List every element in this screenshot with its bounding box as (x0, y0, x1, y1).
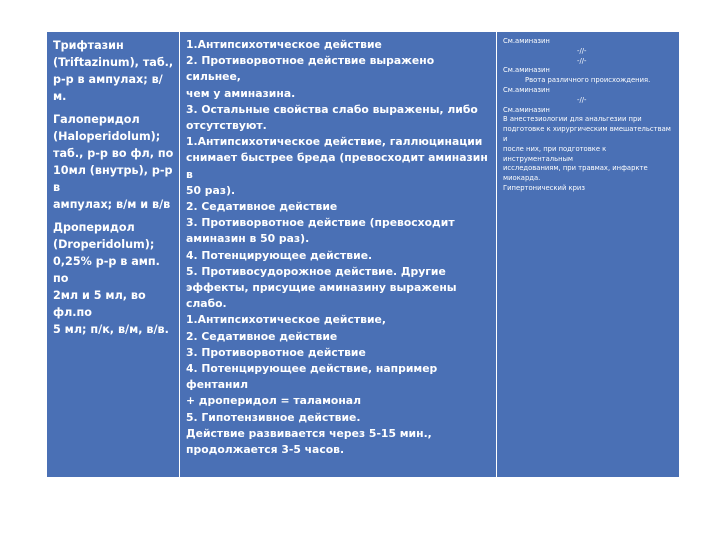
indication-item: Гипертонический криз (503, 183, 585, 192)
indication-item: В анестезиологии для анальгезии при подготовке к хирургическим вмешательствам и после них, при подготовке к инструментальным исследованиям, при травмах, инфаркте миокарда. (503, 115, 671, 183)
action-item: 3. Противорвотное действие (превосходит аминазин в 50 раз). (186, 216, 455, 246)
action-item: 3. Остальные свойства слабо выражены, либо отсутствуют. (186, 102, 478, 133)
drug-entry: Дроперидол (Droperidolum); 0,25% р-р в амп. по 2мл и 5 мл, во фл.по 5 мл; п/к, в/м, в/в. (53, 221, 169, 336)
action-item: 1.Антипсихотическое действие, (186, 313, 386, 327)
action-item: 5. Гипотензивное действие. (186, 410, 361, 424)
indication-item: -//- (577, 46, 587, 55)
action-item: 4. Потенцирующее действие. (186, 248, 373, 262)
action-item: 4. Потенцирующее действие, например фентанил + дроперидол = таламонал (186, 362, 438, 408)
action-item: 2. Противорвотное действие выражено сильнее, чем у аминазина. (186, 54, 435, 100)
indication-item: См.аминазин (503, 37, 550, 45)
indication-item: -//- (577, 56, 587, 65)
action-item: 2. Седативное действие (186, 329, 338, 343)
indication-item: См.аминазин (503, 85, 550, 94)
indication-item: -//- (577, 95, 587, 104)
action-item: 1.Антипсихотическое действие (186, 38, 382, 51)
drug-name-cell (47, 32, 180, 478)
action-cell (180, 32, 497, 478)
table-row (47, 32, 680, 478)
drug-entry: Галоперидол (Haloperidolum); таб., р-р во фл, по 10мл (внутрь), р-р в ампулах; в/м и в/в (53, 113, 174, 211)
action-item: 2. Седативное действие (186, 200, 338, 214)
indication-item: См.аминазин (503, 105, 550, 114)
action-item: Действие развивается через 5-15 мин., продолжается 3-5 часов. (186, 426, 432, 457)
action-item: 5. Противосудорожное действие. Другие эффекты, присущие аминазину выражены слабо. (186, 264, 457, 311)
indication-item: Рвота различного происхождения. (525, 76, 651, 85)
action-item: 1.Антипсихотическое действие, галлюцинации снимает быстрее бреда (превосходит аминазин в 50 раз). (186, 135, 488, 197)
indication-item: См.аминазин (503, 66, 550, 75)
action-item: 3. Противорвотное действие (186, 345, 366, 359)
drug-entry: Трифтазин (Triftazinum), таб., р-р в ампулах; в/м. (53, 39, 174, 103)
indication-cell (497, 32, 680, 478)
drug-table (46, 31, 680, 478)
